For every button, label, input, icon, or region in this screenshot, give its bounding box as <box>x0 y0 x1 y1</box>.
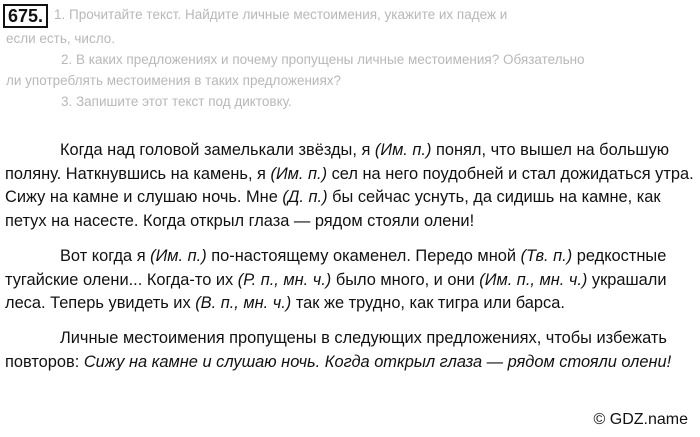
task-2-continuation: ли употреблять местоимения в таких предложениях? <box>6 73 342 88</box>
text-fragment: по-настоящему окаменел. Передо мной <box>206 246 521 265</box>
grammar-note: (Им. п., мн. ч.) <box>479 270 588 289</box>
paragraph-3 <box>5 327 695 374</box>
text-fragment: бы сейчас уснуть, да сидишь на камне, как петух на насесте. Когда открыл глаза — рядом стояли олени! <box>5 188 661 231</box>
paragraph-1 <box>5 139 695 234</box>
task-2: 2. В каких предложениях и почему пропущены личные местоимения? Обязательно <box>61 52 585 67</box>
task-1-text: 1. Прочитайте текст. Найдите личные местоимения, укажите их падеж и <box>54 7 508 22</box>
grammar-note: (Д. п.) <box>282 188 328 207</box>
task-1-continuation: если есть, число. <box>6 31 116 46</box>
grammar-note: (Им. п.) <box>270 164 328 183</box>
grammar-note: (В. п., мн. ч.) <box>195 294 292 313</box>
exercise-header <box>3 4 698 112</box>
text-fragment: редкостные тугайские олени... Когда-то их <box>5 246 667 289</box>
grammar-note: (Р. п., мн. ч.) <box>237 270 332 289</box>
grammar-note: (Им. п.) <box>374 141 432 159</box>
text-fragment: сел на него поудобней и стал дожидаться утра. Сижу на камне и слушаю ночь. Мне <box>5 164 694 207</box>
site-watermark: © GDZ.name <box>593 411 688 428</box>
grammar-note: (Им. п.) <box>150 246 207 265</box>
text-fragment: украшали леса. Теперь увидеть их <box>5 270 667 313</box>
paragraph-2 <box>5 245 695 316</box>
grammar-note: (Тв. п.) <box>520 246 573 265</box>
text-fragment: Личные местоимения пропущены в следующих предложениях, чтобы избежать повторов: <box>5 328 667 371</box>
text-fragment: было много, и они <box>331 270 480 289</box>
text-fragment: понял, что вышел на большую поляну. Наткнувшись на камень, я <box>5 141 670 183</box>
task-1 <box>3 4 698 28</box>
text-fragment: Когда над головой замелькали звёзды, я <box>60 141 375 159</box>
text-fragment: так же трудно, как тигра или барса. <box>291 294 565 313</box>
italic-example: Сижу на камне и слушаю ночь. Когда открыл глаза — рядом стояли олени! <box>83 352 672 371</box>
text-fragment: Вот когда я <box>60 246 151 265</box>
dictation-text <box>5 139 695 374</box>
exercise-number: 675. <box>3 4 48 28</box>
task-3: 3. Запишите этот текст под диктовку. <box>61 94 292 109</box>
